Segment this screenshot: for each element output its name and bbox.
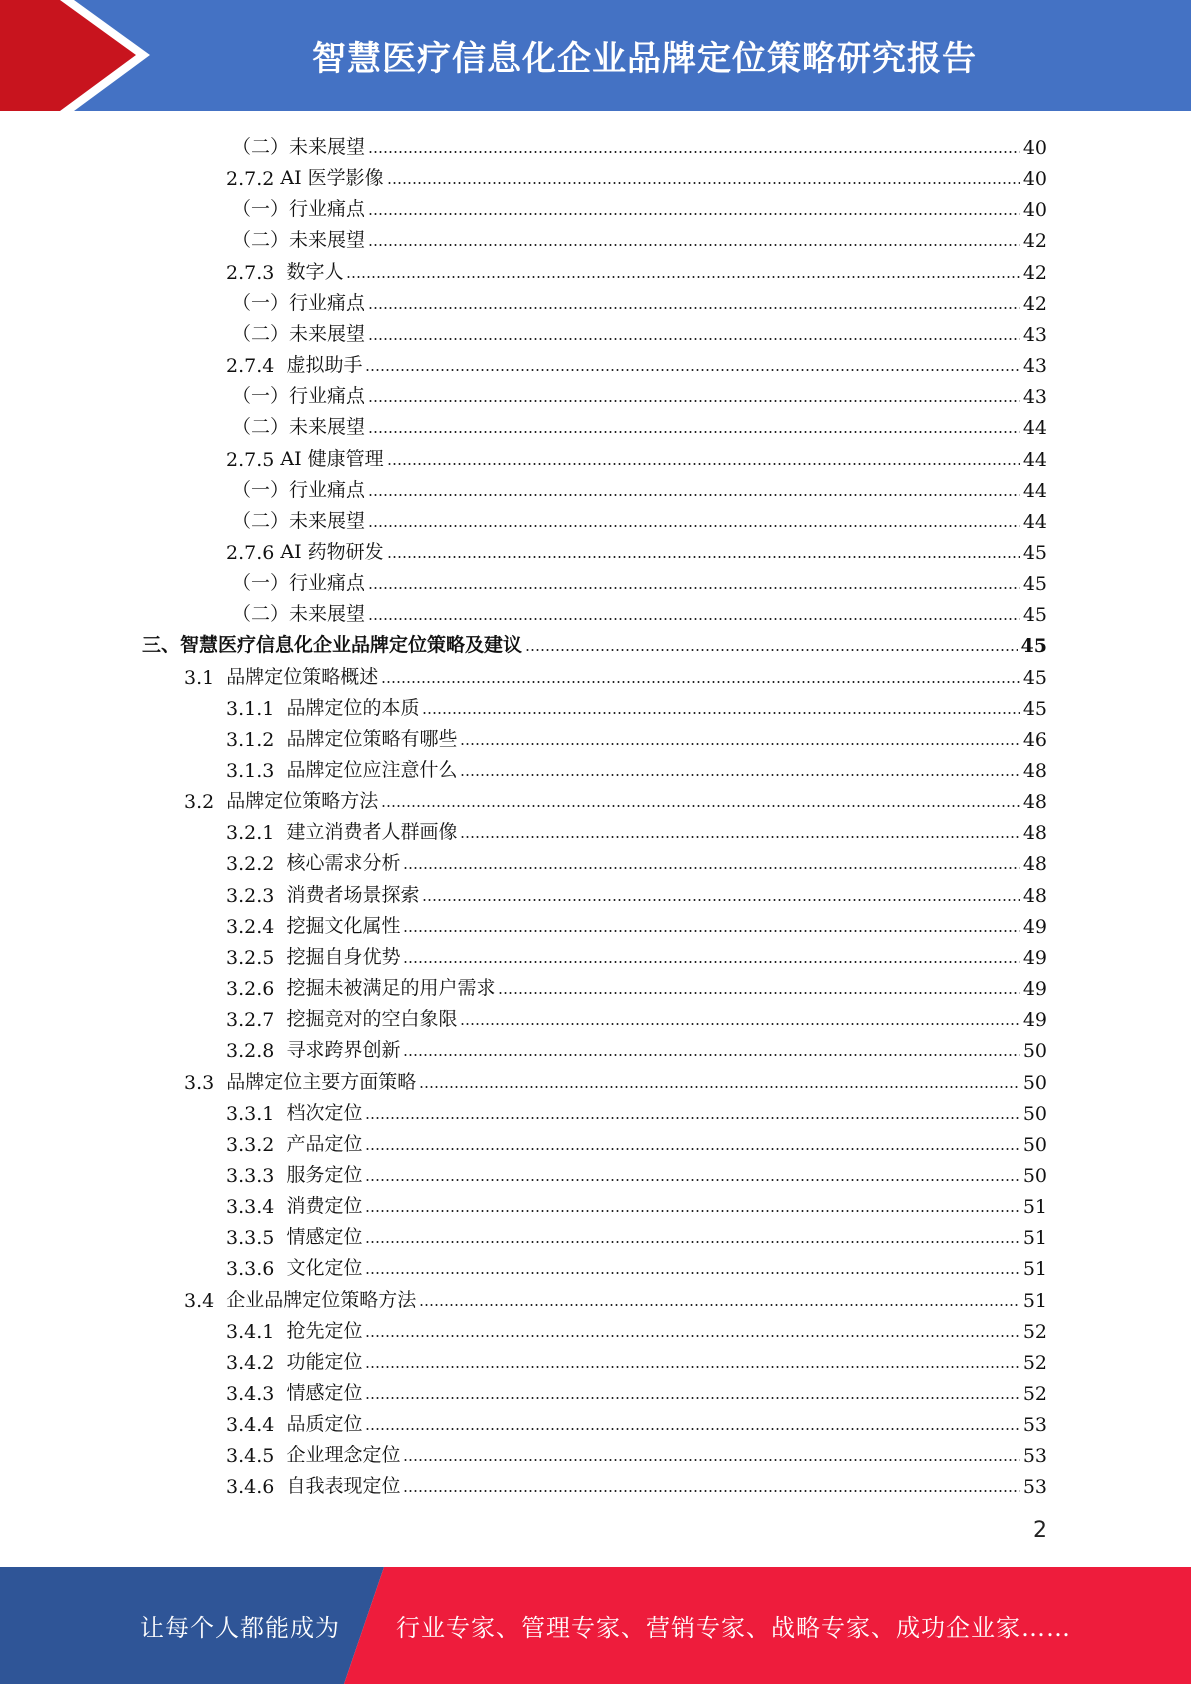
toc-entry-page: 45	[1020, 635, 1047, 658]
toc-dot-leader	[403, 961, 1019, 963]
toc-entry-page: 45	[1022, 573, 1047, 596]
toc-entry-label: 情感定位	[286, 1226, 363, 1249]
toc-entry[interactable]	[232, 284, 1047, 315]
toc-entry-page: 48	[1022, 760, 1047, 782]
toc-entry[interactable]	[232, 502, 1047, 533]
toc-entry[interactable]	[226, 1156, 1047, 1187]
toc-dot-leader	[387, 463, 1020, 465]
toc-entry[interactable]	[232, 471, 1047, 502]
toc-dot-leader	[368, 618, 1020, 620]
toc-dot-leader	[403, 867, 1019, 869]
toc-entry-page: 50	[1022, 1040, 1047, 1063]
toc-dot-leader	[460, 1023, 1019, 1025]
toc-entry-label: 建立消费者人群画像	[286, 821, 458, 844]
toc-entry-label: 品牌定位主要方面策略	[226, 1070, 417, 1093]
toc-entry-number: （一）	[232, 478, 290, 501]
toc-dot-leader	[365, 1335, 1019, 1337]
toc-entry-label: AI 药物研发	[280, 540, 384, 563]
toc-entry[interactable]	[226, 813, 1047, 844]
toc-entry[interactable]	[226, 1405, 1047, 1436]
toc-entry-page: 48	[1022, 822, 1047, 845]
toc-entry[interactable]	[226, 689, 1047, 720]
toc-entry[interactable]	[232, 408, 1047, 439]
toc-entry-label: 行业痛点	[289, 198, 366, 221]
toc-dot-leader	[403, 930, 1019, 932]
toc-entry-number: 3.4	[184, 1289, 227, 1312]
toc-entry-number: 2.7.3	[226, 261, 287, 284]
toc-entry-number: 3.3	[184, 1071, 227, 1094]
toc-entry-page: 51	[1022, 1196, 1047, 1219]
toc-entry[interactable]	[226, 346, 1047, 377]
toc-entry-number: 3.4.2	[226, 1351, 287, 1374]
toc-entry-page: 42	[1022, 261, 1047, 284]
toc-entry-label: 品牌定位策略概述	[226, 665, 379, 688]
toc-entry[interactable]	[226, 969, 1047, 1000]
toc-entry-number: （一）	[232, 291, 290, 314]
toc-entry-number: 3.1.2	[226, 728, 287, 751]
toc-entry-number: 3.2.3	[226, 884, 287, 907]
toc-dot-leader	[368, 587, 1020, 589]
toc-entry-number: 3.2.1	[226, 822, 287, 845]
toc-entry-label: 行业痛点	[289, 385, 366, 408]
toc-dot-leader	[365, 1148, 1019, 1150]
toc-entry-page: 40	[1022, 168, 1047, 191]
toc-entry-number: 2.7.4	[226, 355, 287, 378]
toc-entry[interactable]	[226, 938, 1047, 969]
toc-entry-label: 未来展望	[289, 322, 366, 345]
toc-entry-page: 40	[1022, 137, 1047, 159]
toc-entry-number: （一）	[232, 572, 290, 595]
toc-dot-leader	[368, 151, 1020, 153]
toc-entry-label: 挖掘竞对的空白象限	[286, 1008, 458, 1031]
toc-entry-page: 49	[1022, 978, 1047, 1001]
toc-entry-label: 虚拟助手	[286, 354, 363, 377]
toc-entry-page: 46	[1022, 728, 1047, 751]
toc-entry[interactable]	[226, 1374, 1047, 1405]
toc-entry[interactable]	[226, 1125, 1047, 1156]
toc-entry-page: 50	[1022, 1164, 1047, 1187]
toc-entry-label: 寻求跨界创新	[286, 1039, 401, 1062]
toc-dot-leader	[368, 431, 1020, 433]
toc-entry-label: 企业理念定位	[286, 1444, 401, 1467]
toc-entry-number: 3.4.3	[226, 1383, 287, 1405]
toc-entry-page: 52	[1022, 1320, 1047, 1343]
toc-entry[interactable]	[226, 253, 1047, 284]
toc-entry-number: 3.1	[184, 666, 227, 689]
toc-entry-page: 42	[1022, 230, 1047, 253]
toc-entry-page: 48	[1022, 791, 1047, 814]
toc-entry-label: 数字人	[286, 260, 344, 283]
toc-entry-label: 品质定位	[286, 1413, 363, 1436]
toc-dot-leader	[419, 1304, 1020, 1306]
toc-entry-number: 3.3.3	[226, 1164, 287, 1187]
toc-entry-label: 行业痛点	[289, 291, 366, 314]
toc-entry-label: 企业品牌定位策略方法	[226, 1288, 417, 1311]
toc-entry-page: 48	[1022, 853, 1047, 876]
toc-entry[interactable]	[232, 595, 1047, 626]
toc-dot-leader	[403, 1459, 1019, 1461]
toc-entry-number: 三、	[142, 634, 181, 657]
toc-entry-label: 消费定位	[286, 1195, 363, 1218]
toc-entry-page: 51	[1022, 1289, 1047, 1312]
toc-entry-page: 50	[1022, 1133, 1047, 1156]
toc-entry[interactable]	[226, 1218, 1047, 1249]
toc-entry[interactable]	[226, 1187, 1047, 1218]
toc-entry-number: （一）	[232, 198, 290, 221]
toc-entry[interactable]	[184, 1063, 1047, 1094]
toc-entry-number: 3.3.1	[226, 1102, 287, 1125]
toc-dot-leader	[460, 743, 1019, 745]
toc-dot-leader	[368, 525, 1020, 527]
toc-entry-label: 未来展望	[289, 416, 366, 439]
toc-entry-number: （二）	[232, 322, 290, 345]
toc-entry-number: 2.7.2	[226, 168, 281, 191]
toc-entry-page: 44	[1022, 479, 1047, 502]
toc-dot-leader	[525, 649, 1018, 651]
toc-entry-number: 3.4.5	[226, 1445, 287, 1468]
toc-entry[interactable]	[232, 315, 1047, 346]
toc-entry-number: 2.7.5	[226, 448, 281, 471]
toc-entry[interactable]	[226, 533, 1047, 564]
toc-entry-page: 50	[1022, 1071, 1047, 1094]
toc-entry-page: 51	[1022, 1258, 1047, 1281]
toc-entry-label: 未来展望	[289, 603, 366, 626]
toc-dot-leader	[368, 307, 1020, 309]
page-header	[0, 0, 1191, 111]
toc-dot-leader	[381, 805, 1020, 807]
toc-entry[interactable]	[184, 658, 1047, 689]
toc-entry-label: 核心需求分析	[286, 852, 401, 875]
page-footer	[0, 1567, 1191, 1684]
toc-entry-page: 53	[1022, 1476, 1047, 1499]
toc-entry[interactable]	[226, 1312, 1047, 1343]
toc-dot-leader	[365, 369, 1019, 371]
toc-dot-leader	[422, 712, 1019, 714]
toc-entry-label: 未来展望	[289, 136, 366, 158]
footer-slogan-right: 行业专家、管理专家、营销专家、战略专家、成功企业家……	[396, 1614, 1071, 1642]
toc-entry[interactable]	[226, 1000, 1047, 1031]
toc-dot-leader	[422, 899, 1019, 901]
toc-dot-leader	[368, 244, 1020, 246]
toc-entry-number: 3.1.3	[226, 760, 287, 782]
toc-entry-number: 3.2.6	[226, 978, 287, 1001]
toc-entry[interactable]	[226, 907, 1047, 938]
toc-entry[interactable]	[226, 1249, 1047, 1280]
toc-entry-number: （二）	[232, 416, 290, 439]
toc-entry-label: 挖掘文化属性	[286, 914, 401, 937]
toc-dot-leader	[365, 1366, 1019, 1368]
toc-entry-label: 产品定位	[286, 1132, 363, 1155]
toc-dot-leader	[368, 494, 1020, 496]
toc-entry[interactable]	[226, 1467, 1047, 1498]
toc-entry-number: 3.3.4	[226, 1196, 287, 1219]
toc-dot-leader	[381, 681, 1020, 683]
toc-entry[interactable]	[226, 1343, 1047, 1374]
report-title: 智慧医疗信息化企业品牌定位策略研究报告	[312, 39, 977, 79]
toc-entry-number: 3.3.2	[226, 1133, 287, 1156]
toc-dot-leader	[346, 276, 1019, 278]
toc-dot-leader	[365, 1117, 1019, 1119]
toc-entry-label: 挖掘自身优势	[286, 945, 401, 968]
toc-entry-page: 52	[1022, 1351, 1047, 1374]
toc-entry-page: 44	[1022, 510, 1047, 533]
toc-entry-label: 未来展望	[289, 509, 366, 532]
toc-entry-page: 43	[1022, 323, 1047, 346]
toc-dot-leader	[368, 338, 1020, 340]
toc-entry-page: 44	[1022, 417, 1047, 440]
toc-entry-label: 智慧医疗信息化企业品牌定位策略及建议	[180, 634, 523, 657]
toc-entry-number: 3.3.6	[226, 1258, 287, 1281]
toc-dot-leader	[498, 992, 1019, 994]
toc-entry[interactable]	[232, 190, 1047, 221]
toc-entry-number: 3.2.8	[226, 1040, 287, 1063]
toc-entry[interactable]	[226, 1436, 1047, 1467]
toc-dot-leader	[403, 1054, 1019, 1056]
toc-entry-page: 42	[1022, 292, 1047, 315]
toc-dot-leader	[365, 1272, 1019, 1274]
toc-entry-number: （二）	[232, 229, 290, 252]
toc-entry-page: 45	[1022, 541, 1047, 564]
toc-entry-number: 3.4.1	[226, 1320, 287, 1343]
toc-entry-number: 3.4.6	[226, 1476, 287, 1499]
toc-entry-page: 44	[1022, 448, 1047, 471]
toc-entry-page: 49	[1022, 915, 1047, 938]
toc-entry-number: 3.3.5	[226, 1227, 287, 1250]
toc-entry-page: 43	[1022, 386, 1047, 409]
toc-entry-page: 45	[1022, 604, 1047, 627]
toc-entry-page: 51	[1022, 1227, 1047, 1250]
toc-entry-page: 49	[1022, 1009, 1047, 1032]
toc-entry-label: 品牌定位应注意什么	[286, 759, 458, 781]
toc-entry[interactable]	[232, 221, 1047, 252]
toc-dot-leader	[387, 182, 1020, 184]
toc-entry-label: 行业痛点	[289, 478, 366, 501]
toc-entry-page: 52	[1022, 1383, 1047, 1405]
toc-entry[interactable]	[226, 1094, 1047, 1125]
toc-entry[interactable]	[232, 564, 1047, 595]
toc-entry-number: 3.2	[184, 791, 227, 814]
toc-entry-label: 品牌定位策略有哪些	[286, 727, 458, 750]
toc-entry-label: 挖掘未被满足的用户需求	[286, 977, 496, 1000]
toc-dot-leader	[365, 1428, 1019, 1430]
toc-entry-number: 2.7.6	[226, 541, 281, 564]
toc-dot-leader	[365, 1397, 1019, 1399]
toc-dot-leader	[387, 556, 1020, 558]
toc-dot-leader	[460, 836, 1019, 838]
toc-dot-leader	[403, 1490, 1019, 1492]
toc-entry-page: 45	[1022, 666, 1047, 689]
toc-entry-label: 抢先定位	[286, 1319, 363, 1342]
toc-entry-number: 3.2.5	[226, 946, 287, 969]
toc-entry-page: 48	[1022, 884, 1047, 907]
toc-entry-number: （一）	[232, 385, 290, 408]
toc-entry[interactable]	[232, 377, 1047, 408]
toc-entry-page: 45	[1022, 697, 1047, 720]
toc-entry-number: 3.2.2	[226, 853, 287, 876]
toc-dot-leader	[365, 1179, 1019, 1181]
toc-entry-label: 功能定位	[286, 1350, 363, 1373]
toc-entry-page: 49	[1022, 946, 1047, 969]
toc-entry[interactable]	[232, 128, 1047, 159]
toc-dot-leader	[365, 1210, 1019, 1212]
toc-dot-leader	[368, 213, 1020, 215]
toc-dot-leader	[365, 1241, 1019, 1243]
toc-entry[interactable]	[226, 844, 1047, 875]
toc-entry-label: AI 医学影像	[280, 167, 384, 190]
toc-entry-page: 40	[1022, 199, 1047, 222]
toc-dot-leader	[368, 400, 1020, 402]
toc-entry-number: 3.2.7	[226, 1009, 287, 1032]
toc-entry-label: 情感定位	[286, 1382, 363, 1404]
toc-entry-page: 43	[1022, 355, 1047, 378]
toc-entry[interactable]	[226, 720, 1047, 751]
toc-entry-label: 自我表现定位	[286, 1475, 401, 1498]
toc-entry[interactable]	[226, 159, 1047, 190]
toc-entry-number: 3.1.1	[226, 697, 287, 720]
toc-entry-label: 档次定位	[286, 1101, 363, 1124]
toc-dot-leader	[460, 774, 1019, 776]
toc-entry[interactable]	[226, 440, 1047, 471]
toc-entry[interactable]	[184, 782, 1047, 813]
toc-entry-page: 53	[1022, 1445, 1047, 1468]
toc-entry[interactable]	[226, 876, 1047, 907]
page-number: 2	[1033, 1518, 1047, 1543]
footer-slogan-left: 让每个人都能成为	[140, 1614, 340, 1642]
toc-dot-leader	[419, 1086, 1020, 1088]
toc-entry[interactable]	[184, 1281, 1047, 1312]
toc-entry-label: 文化定位	[286, 1257, 363, 1280]
toc-entry-label: AI 健康管理	[280, 447, 384, 470]
toc-entry-page: 53	[1022, 1414, 1047, 1437]
toc-entry-label: 未来展望	[289, 229, 366, 252]
toc-entry-label: 品牌定位策略方法	[226, 790, 379, 813]
toc-entry-number: （二）	[232, 603, 290, 626]
toc-entry-number: 3.4.4	[226, 1414, 287, 1437]
toc-entry[interactable]	[226, 751, 1047, 782]
toc-entry-label: 行业痛点	[289, 572, 366, 595]
toc-entry-label: 服务定位	[286, 1163, 363, 1186]
toc-entry-label: 消费者场景探索	[286, 883, 420, 906]
toc-entry[interactable]	[226, 1031, 1047, 1062]
toc-entry-number: 3.2.4	[226, 915, 287, 938]
toc-entry-number: （二）	[232, 509, 290, 532]
toc-entry[interactable]	[142, 626, 1047, 657]
toc-entry-number: （二）	[232, 136, 290, 158]
toc-entry-label: 品牌定位的本质	[286, 696, 420, 719]
toc-entry-page: 50	[1022, 1102, 1047, 1125]
